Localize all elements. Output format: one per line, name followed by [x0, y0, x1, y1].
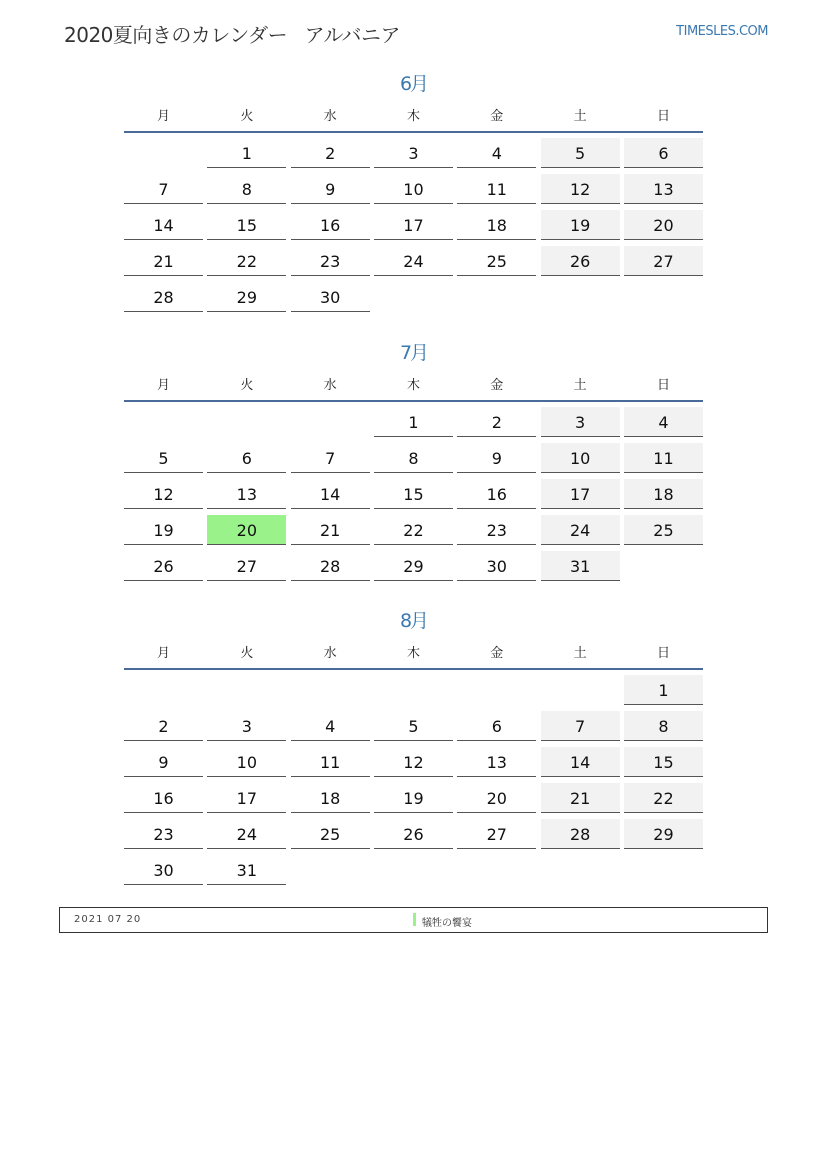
day-cell[interactable]: 21	[541, 783, 620, 813]
day-cell[interactable]: 1	[374, 407, 453, 437]
day-cell[interactable]: 8	[207, 174, 286, 204]
day-cell[interactable]: 22	[207, 246, 286, 276]
empty-day-cell	[124, 138, 203, 168]
weekday-label: 土	[573, 378, 587, 393]
day-cell[interactable]: 3	[207, 711, 286, 741]
week-row	[124, 783, 703, 819]
day-cell[interactable]: 4	[457, 138, 536, 168]
weekday-label: 水	[323, 378, 337, 393]
weekday-label: 金	[490, 109, 504, 124]
day-cell[interactable]: 29	[207, 282, 286, 312]
empty-day-cell	[291, 675, 370, 705]
day-cell[interactable]: 28	[541, 819, 620, 849]
month-calendar	[124, 70, 703, 318]
day-cell[interactable]: 17	[207, 783, 286, 813]
day-cell[interactable]: 19	[541, 210, 620, 240]
empty-day-cell	[207, 407, 286, 437]
empty-day-cell	[457, 282, 536, 312]
header-rule	[124, 131, 703, 133]
day-cell[interactable]: 14	[124, 210, 203, 240]
weekday-label: 木	[406, 378, 420, 393]
holiday-legend-label: 犠牲の饗宴	[422, 918, 472, 929]
day-cell[interactable]: 29	[624, 819, 703, 849]
weekday-label: 日	[656, 109, 670, 124]
day-cell[interactable]: 18	[291, 783, 370, 813]
empty-day-cell	[291, 407, 370, 437]
empty-day-cell	[124, 675, 203, 705]
day-cell[interactable]: 13	[457, 747, 536, 777]
brand-logo[interactable]: TIMESLES.COM	[676, 24, 768, 39]
day-cell[interactable]: 10	[207, 747, 286, 777]
empty-day-cell	[541, 855, 620, 885]
empty-day-cell	[374, 282, 453, 312]
day-cell[interactable]: 1	[207, 138, 286, 168]
day-cell[interactable]: 27	[457, 819, 536, 849]
day-cell[interactable]: 31	[541, 551, 620, 581]
day-cell[interactable]: 27	[207, 551, 286, 581]
day-cell[interactable]: 1	[624, 675, 703, 705]
day-cell[interactable]: 13	[624, 174, 703, 204]
month-title: 7月	[399, 342, 428, 364]
weekday-header-row	[124, 104, 703, 130]
footer-bar	[59, 907, 768, 933]
day-cell[interactable]: 6	[207, 443, 286, 473]
day-cell[interactable]: 30	[291, 282, 370, 312]
day-cell[interactable]: 28	[124, 282, 203, 312]
day-cell[interactable]: 12	[374, 747, 453, 777]
day-cell[interactable]: 13	[207, 479, 286, 509]
day-cell[interactable]: 26	[374, 819, 453, 849]
day-cell[interactable]: 22	[624, 783, 703, 813]
day-cell[interactable]: 30	[124, 855, 203, 885]
week-row	[124, 747, 703, 783]
day-cell[interactable]: 8	[374, 443, 453, 473]
day-cell[interactable]: 20	[457, 783, 536, 813]
day-cell[interactable]: 16	[457, 479, 536, 509]
week-row	[124, 711, 703, 747]
empty-day-cell	[541, 675, 620, 705]
weekday-label: 月	[156, 378, 170, 393]
weekday-label: 土	[573, 109, 587, 124]
header-rule	[124, 400, 703, 402]
day-cell[interactable]: 12	[124, 479, 203, 509]
week-row	[124, 138, 703, 174]
day-cell[interactable]: 15	[207, 210, 286, 240]
day-cell[interactable]: 9	[291, 174, 370, 204]
week-row	[124, 515, 703, 551]
day-cell[interactable]: 24	[374, 246, 453, 276]
day-cell[interactable]: 25	[291, 819, 370, 849]
day-cell[interactable]: 16	[291, 210, 370, 240]
weekday-header-row	[124, 641, 703, 667]
weekday-label: 水	[323, 109, 337, 124]
week-row	[124, 282, 703, 318]
day-cell[interactable]: 26	[541, 246, 620, 276]
day-cell[interactable]: 12	[541, 174, 620, 204]
day-cell[interactable]: 5	[541, 138, 620, 168]
holiday-day-cell[interactable]: 20	[207, 515, 286, 545]
day-cell[interactable]: 25	[624, 515, 703, 545]
empty-day-cell	[624, 551, 703, 581]
day-cell[interactable]: 27	[624, 246, 703, 276]
empty-day-cell	[457, 675, 536, 705]
day-cell[interactable]: 21	[124, 246, 203, 276]
day-cell[interactable]: 5	[124, 443, 203, 473]
footer-date: 2021 07 20	[74, 914, 142, 925]
day-cell[interactable]: 10	[541, 443, 620, 473]
week-row	[124, 443, 703, 479]
day-cell[interactable]: 26	[124, 551, 203, 581]
week-row	[124, 675, 703, 711]
day-cell[interactable]: 15	[624, 747, 703, 777]
day-cell[interactable]: 7	[124, 174, 203, 204]
day-cell[interactable]: 24	[207, 819, 286, 849]
day-cell[interactable]: 6	[624, 138, 703, 168]
day-cell[interactable]: 9	[457, 443, 536, 473]
day-cell[interactable]: 11	[624, 443, 703, 473]
day-cell[interactable]: 7	[541, 711, 620, 741]
day-cell[interactable]: 4	[624, 407, 703, 437]
weekday-label: 水	[323, 646, 337, 661]
weekday-label: 火	[240, 378, 254, 393]
day-cell[interactable]: 23	[291, 246, 370, 276]
weekday-label: 木	[406, 109, 420, 124]
weekday-label: 金	[490, 646, 504, 661]
day-cell[interactable]: 24	[541, 515, 620, 545]
month-calendar	[124, 607, 703, 891]
month-title: 8月	[399, 610, 428, 632]
day-cell[interactable]: 31	[207, 855, 286, 885]
day-cell[interactable]: 21	[291, 515, 370, 545]
day-cell[interactable]: 3	[374, 138, 453, 168]
week-row	[124, 551, 703, 587]
day-cell[interactable]: 2	[124, 711, 203, 741]
day-cell[interactable]: 28	[291, 551, 370, 581]
page-title: 2020夏向きのカレンダー アルバニア	[64, 23, 400, 47]
empty-day-cell	[541, 282, 620, 312]
empty-day-cell	[457, 855, 536, 885]
day-cell[interactable]: 19	[124, 515, 203, 545]
day-cell[interactable]: 19	[374, 783, 453, 813]
day-cell[interactable]: 14	[291, 479, 370, 509]
weekday-label: 月	[156, 646, 170, 661]
empty-day-cell	[207, 675, 286, 705]
weekday-label: 土	[573, 646, 587, 661]
day-cell[interactable]: 22	[374, 515, 453, 545]
day-cell[interactable]: 20	[624, 210, 703, 240]
empty-day-cell	[624, 855, 703, 885]
month-calendar	[124, 339, 703, 587]
day-cell[interactable]: 11	[291, 747, 370, 777]
holiday-legend-swatch	[413, 913, 416, 926]
empty-day-cell	[291, 855, 370, 885]
day-cell[interactable]: 4	[291, 711, 370, 741]
day-cell[interactable]: 18	[457, 210, 536, 240]
weekday-label: 月	[156, 109, 170, 124]
week-row	[124, 819, 703, 855]
day-cell[interactable]: 9	[124, 747, 203, 777]
empty-day-cell	[374, 855, 453, 885]
empty-day-cell	[624, 282, 703, 312]
week-row	[124, 174, 703, 210]
day-cell[interactable]: 25	[457, 246, 536, 276]
weekday-label: 火	[240, 109, 254, 124]
day-cell[interactable]: 29	[374, 551, 453, 581]
header-rule	[124, 668, 703, 670]
day-cell[interactable]: 16	[124, 783, 203, 813]
weekday-label: 日	[656, 378, 670, 393]
day-cell[interactable]: 10	[374, 174, 453, 204]
weekday-label: 木	[406, 646, 420, 661]
day-cell[interactable]: 17	[541, 479, 620, 509]
week-row	[124, 246, 703, 282]
day-cell[interactable]: 11	[457, 174, 536, 204]
week-row	[124, 407, 703, 443]
empty-day-cell	[374, 675, 453, 705]
day-cell[interactable]: 23	[457, 515, 536, 545]
day-cell[interactable]: 8	[624, 711, 703, 741]
empty-day-cell	[124, 407, 203, 437]
day-cell[interactable]: 15	[374, 479, 453, 509]
weekday-label: 金	[490, 378, 504, 393]
weekday-label: 火	[240, 646, 254, 661]
weekday-label: 日	[656, 646, 670, 661]
weekday-header-row	[124, 373, 703, 399]
day-cell[interactable]: 3	[541, 407, 620, 437]
month-title: 6月	[399, 73, 428, 95]
day-cell[interactable]: 30	[457, 551, 536, 581]
week-row	[124, 479, 703, 515]
day-cell[interactable]: 23	[124, 819, 203, 849]
day-cell[interactable]: 7	[291, 443, 370, 473]
day-cell[interactable]: 14	[541, 747, 620, 777]
day-cell[interactable]: 2	[291, 138, 370, 168]
day-cell[interactable]: 17	[374, 210, 453, 240]
week-row	[124, 210, 703, 246]
day-cell[interactable]: 18	[624, 479, 703, 509]
day-cell[interactable]: 6	[457, 711, 536, 741]
day-cell[interactable]: 2	[457, 407, 536, 437]
week-row	[124, 855, 703, 891]
day-cell[interactable]: 5	[374, 711, 453, 741]
